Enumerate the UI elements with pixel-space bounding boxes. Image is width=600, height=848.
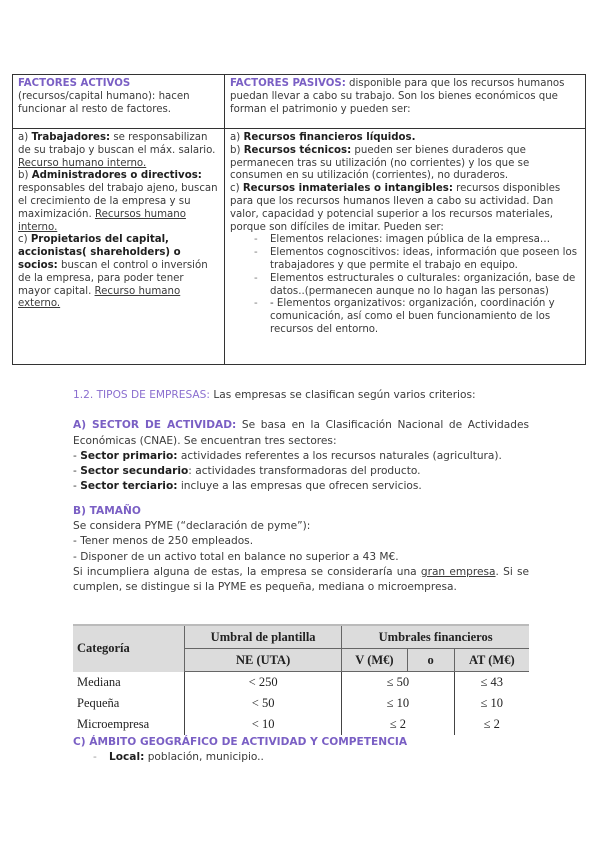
- factores-pasivos-body: [225, 129, 586, 365]
- list-item: - Sector terciario: incluye a las empresas que ofrecen servicios.: [73, 480, 422, 493]
- activo-item: b) Administradores o directivos: responsables del trabajo ajeno, buscan el crecimiento de la empresa y su maximización. Recursos humano interno.: [18, 170, 218, 233]
- activo-link: Recurso humano externo.: [18, 285, 181, 310]
- table-row: Microempresa < 10 ≤ 2 ≤ 2: [73, 714, 529, 735]
- activo-link: Recursos humano interno.: [18, 208, 186, 233]
- pyme-table: [73, 624, 529, 735]
- section-b-line: - Tener menos de 250 empleados.: [73, 535, 254, 548]
- section-b-line: Se considera PYME (“declaración de pyme”):: [73, 520, 311, 533]
- activo-term: Propietarios del capital, accionistas( shareholders) o socios:: [18, 234, 181, 271]
- pasivo-item: a) Recursos financieros líquidos.: [230, 132, 416, 143]
- header-plantilla: Umbral de plantilla: [184, 625, 341, 649]
- section-a-heading: A) SECTOR DE ACTIVIDAD:: [73, 419, 237, 432]
- table-row: Mediana < 250 ≤ 50 ≤ 43: [73, 672, 529, 694]
- factores-activos-title: FACTORES ACTIVOS: [18, 78, 131, 89]
- section-b-line: Si incumpliera alguna de estas, la empresa se consideraría una gran empresa. Si se cumplen, se distingue si la PYME es pequeña, mediana o microempresa.: [73, 565, 529, 594]
- section-c-list: [73, 750, 407, 765]
- main-content: [73, 388, 529, 596]
- pasivo-term: Recursos técnicos:: [243, 144, 352, 156]
- list-item: - Elementos cognoscitivos: ideas, información que poseen los trabajadores y que permite el trabajo en equipo.: [254, 247, 580, 273]
- factores-pasivos-desc: disponible para que los recursos humanos puedan llevar a cabo su trabajo. Son los bienes económicos que forman el patrimonio y pueden ser:: [230, 78, 565, 115]
- factores-pasivos-title: FACTORES PASIVOS:: [230, 78, 346, 89]
- list-item: - Local: población, municipio..: [93, 750, 407, 765]
- list-item: - Elementos estructurales o culturales: organización, base de datos..(permanecen aunque no lo hagan las personas): [254, 273, 580, 299]
- section-12-heading: 1.2. TIPOS DE EMPRESAS:: [73, 389, 210, 401]
- activo-item: c) Propietarios del capital, accionistas( shareholders) o socios: buscan el control o inversión de la empresa, para poder tener mayor capital. Recurso humano externo.: [18, 234, 208, 310]
- list-item: - - Elementos organizativos: organización, coordinación y comunicación, así como el buen funcionamiento de los recursos del entorno.: [254, 298, 580, 336]
- factores-activos-header: [13, 75, 225, 129]
- header-financieros: Umbrales financieros: [342, 625, 529, 649]
- header-ne: NE (UTA): [184, 649, 341, 672]
- factores-activos-body: [13, 129, 225, 365]
- section-12: 1.2. TIPOS DE EMPRESAS: Las empresas se clasifican según varios criterios:: [73, 389, 476, 401]
- list-item: - Elementos relaciones: imagen pública de la empresa…: [254, 234, 580, 247]
- header-o: o: [407, 649, 454, 672]
- pasivo-term: Recursos inmateriales o intangibles:: [242, 183, 453, 195]
- section-a-intro: A) SECTOR DE ACTIVIDAD: Se basa en la Clasificación Nacional de Actividades Económicas (CNAE). Se encuentran tres sectores:: [73, 419, 529, 447]
- list-item: - Sector secundario: actividades transformadoras del producto.: [73, 465, 421, 478]
- section-b-heading: B) TAMAÑO: [73, 504, 141, 517]
- gran-empresa-link: gran empresa: [420, 565, 496, 578]
- pasivo-item: b) Recursos técnicos: pueden ser bienes duraderos que permanecen tras su utilización (no corrientes) y los que se consumen en su utilización (corrientes), no duraderos.: [230, 144, 530, 182]
- factors-table: [12, 74, 586, 365]
- activo-term: Administradores o directivos:: [31, 170, 202, 182]
- list-item: - Sector primario: actividades referentes a los recursos naturales (agricultura).: [73, 449, 502, 462]
- pasivo-term: Recursos financieros líquidos.: [243, 132, 416, 143]
- activo-term: Trabajadores:: [31, 132, 111, 143]
- section-c: [73, 735, 407, 765]
- intangibles-list: [230, 234, 580, 336]
- activo-item: a) Trabajadores: se responsabilizan de su trabajo y buscan el máx. salario. Recurso humano interno.: [18, 132, 216, 169]
- activo-link: Recurso humano interno.: [18, 157, 147, 169]
- header-at: AT (M€): [454, 649, 529, 672]
- header-v: V (M€): [342, 649, 407, 672]
- pasivo-item: c) Recursos inmateriales o intangibles: recursos disponibles para que los recursos humanos lleven a cabo su actividad. Dan valor, capacidad y potencial superior a los recursos materiales, porque son difíciles de imitar. Pueden ser:: [230, 183, 561, 233]
- section-b-line: - Disponer de un activo total en balance no superior a 43 M€.: [73, 550, 399, 563]
- factores-pasivos-header: [225, 75, 586, 129]
- table-row: Pequeña < 50 ≤ 10 ≤ 10: [73, 693, 529, 714]
- header-categoria: Categoría: [73, 625, 184, 672]
- section-c-heading: C) ÁMBITO GEOGRÁFICO DE ACTIVIDAD Y COMPETENCIA: [73, 736, 408, 748]
- factores-activos-desc: (recursos/capital humano): hacen funcionar al resto de factores.: [18, 90, 190, 115]
